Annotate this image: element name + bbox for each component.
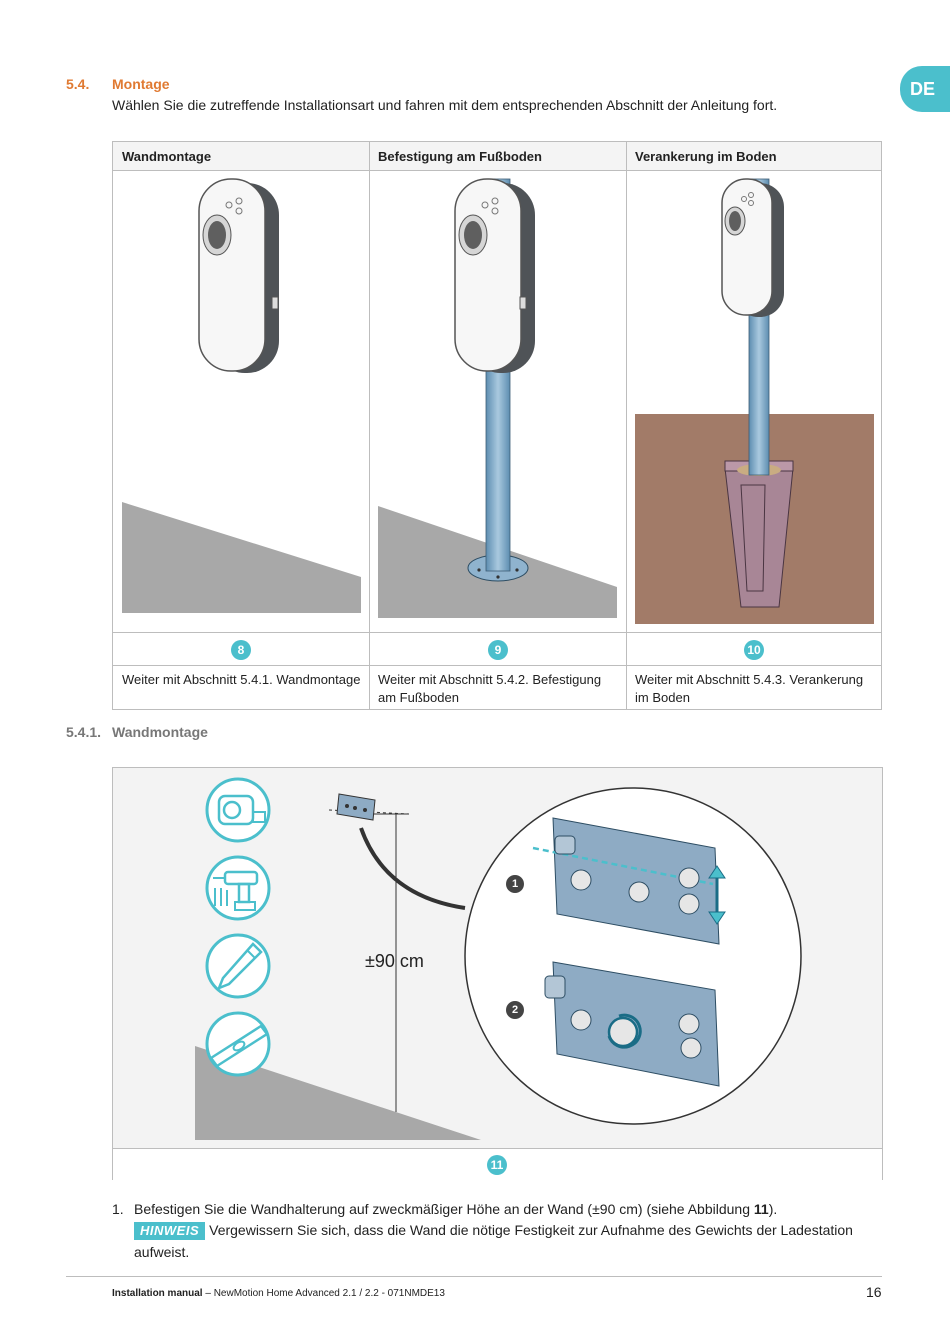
spirit-level-icon <box>207 1013 269 1075</box>
wall-mount-figure-illustration <box>113 768 882 1148</box>
section-intro: Wählen Sie die zutreffende Installationsart und fahren mit dem entsprechenden Abschnitt der Anleitung fort. <box>112 97 778 113</box>
note-line <box>134 1219 853 1241</box>
figure-badge-10: 10 <box>744 640 764 660</box>
step-number: 1. <box>112 1201 124 1217</box>
footer-divider <box>66 1276 882 1277</box>
step-badge-2: 2 <box>506 1001 524 1019</box>
footer-text-line2: im Boden <box>635 690 690 705</box>
drill-icon <box>207 857 269 919</box>
footer-text-line2: am Fußboden <box>378 690 459 705</box>
note-badge: HINWEIS <box>134 1222 205 1240</box>
column-footer-wandmontage <box>122 671 360 689</box>
floor-mount-illustration <box>378 179 617 618</box>
column-footer-fussboden <box>378 671 601 707</box>
section-number: 5.4. <box>66 76 90 92</box>
tape-measure-icon <box>207 779 269 841</box>
note-text: Vergewissern Sie sich, dass die Wand die nötige Festigkeit zur Aufnahme des Gewichts der Ladestation <box>209 1222 853 1238</box>
figure-reference: 11 <box>753 1201 769 1217</box>
wall-mount-illustration <box>122 179 361 613</box>
footer-manual-title: Installation manual – NewMotion Home Advanced 2.1 / 2.2 - 071NMDE13 <box>112 1288 445 1299</box>
column-header-wandmontage: Wandmontage <box>122 149 212 164</box>
installation-type-table <box>112 141 882 710</box>
wall-mount-figure <box>112 767 883 1180</box>
ground-anchor-illustration <box>635 179 874 624</box>
column-header-verankerung: Verankerung im Boden <box>635 149 777 164</box>
installation-illustrations <box>113 171 883 632</box>
height-label: ±90 cm <box>365 951 424 971</box>
step-text: Befestigen Sie die Wandhalterung auf zweckmäßiger Höhe an der Wand (±90 cm) (siehe Abbildung 11). <box>134 1201 778 1217</box>
figure-badge-11: 11 <box>487 1155 507 1175</box>
step-badge-1: 1 <box>506 875 524 893</box>
subsection-title: Wandmontage <box>112 724 208 740</box>
figure-footer <box>113 1148 882 1180</box>
pencil-icon <box>207 935 269 997</box>
footer-text-line1: Weiter mit Abschnitt 5.4.3. Verankerung <box>635 672 864 687</box>
section-title: Montage <box>112 76 170 92</box>
language-tab <box>900 66 950 112</box>
figure-badge-9: 9 <box>488 640 508 660</box>
footer-text: Weiter mit Abschnitt 5.4.1. Wandmontage <box>122 672 361 687</box>
language-tab-label: DE <box>910 79 936 99</box>
figure-badge-8: 8 <box>231 640 251 660</box>
footer-text-line1: Weiter mit Abschnitt 5.4.2. Befestigung <box>378 672 602 687</box>
column-header-fussboden: Befestigung am Fußboden <box>378 149 542 164</box>
note-text-continued: aufweist. <box>134 1244 190 1260</box>
page-number: 16 <box>866 1284 882 1300</box>
column-footer-verankerung <box>635 671 863 707</box>
subsection-number: 5.4.1. <box>66 724 102 740</box>
